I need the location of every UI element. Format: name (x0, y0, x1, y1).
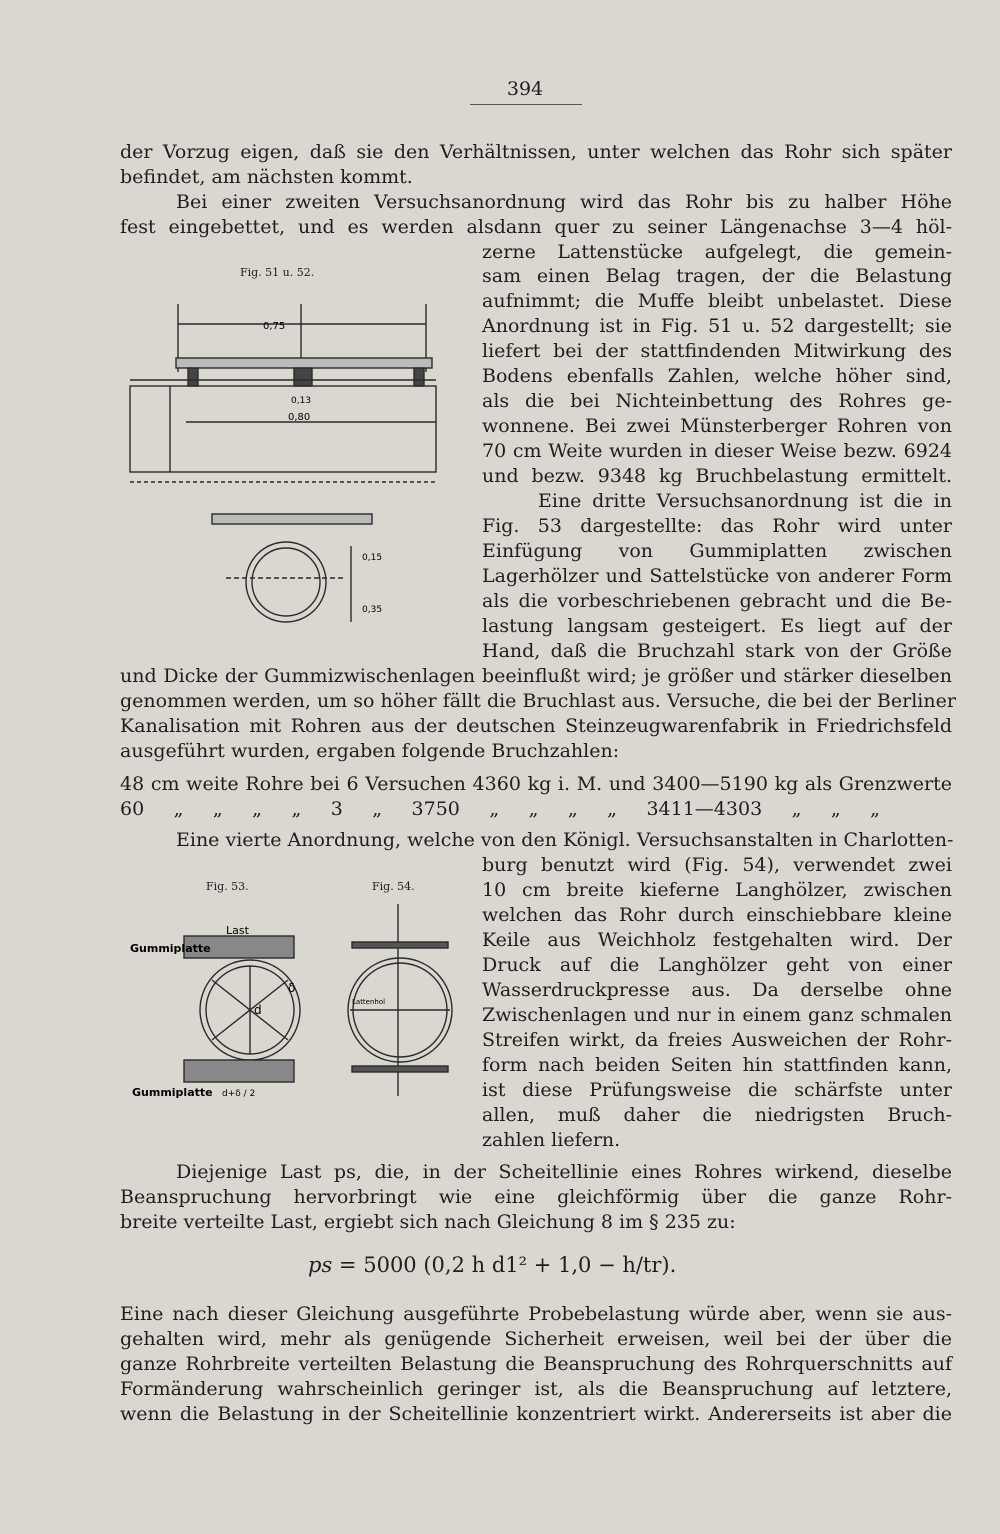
formula-terms: (0,2 h d1² + 1,0 − h/tr). (423, 1253, 677, 1277)
formula-const: 5000 (363, 1253, 417, 1277)
text-line: 48 cm weite Rohre bei 6 Versuchen 4360 kg i. M. und 3400—5190 kg als Grenzwerte (120, 773, 952, 795)
text-line: Wasserdruckpresse aus. Da derselbe ohne (482, 979, 952, 1001)
fig54-inner-label: Lattenhol (352, 998, 386, 1006)
text-line: allen, muß daher die niedrigsten Bruch- (482, 1104, 952, 1126)
fig53-bottom-dim-label: d+δ / 2 (222, 1089, 256, 1099)
fig54-caption: Fig. 54. (372, 880, 415, 893)
text-line: form nach beiden Seiten hin stattfinden kann, (482, 1054, 952, 1076)
text-line: breite verteilte Last, ergiebt sich nach Gleichung 8 im § 235 zu: (120, 1211, 736, 1233)
text-line: Druck auf die Langhölzer geht von einer (482, 954, 952, 976)
text-line: Bodens ebenfalls Zahlen, welche höher sind, (482, 365, 952, 387)
text-line: Beanspruchung hervorbringt wie eine gleichförmig über die ganze Rohr- (120, 1186, 952, 1208)
text-line: befindet, am nächsten kommt. (120, 166, 413, 188)
text-line: Keile aus Weichholz festgehalten wird. Der (482, 929, 952, 951)
formula (308, 1253, 676, 1277)
text-line: Formänderung wahrscheinlich geringer ist, als die Beanspruchung auf letztere, (120, 1378, 952, 1400)
text-line: und bezw. 9348 kg Bruchbelastung ermittelt. (482, 465, 952, 487)
page-number: 394 (506, 78, 544, 100)
text-line: und Dicke der Gummizwischenlagen beeinflußt wird; je größer und stärker dieselben (120, 665, 952, 687)
text-line: ist diese Prüfungsweise die schärfste unter (482, 1079, 952, 1101)
fig51-dim-2: 0,13 (291, 396, 312, 406)
text-line: Zwischenlagen und nur in einem ganz schmalen (482, 1004, 952, 1026)
fig51-52-caption: Fig. 51 u. 52. (240, 266, 315, 279)
text-line: liefert bei der stattfindenden Mitwirkung des (482, 340, 952, 362)
text-line: welchen das Rohr durch einschiebbare kleine (482, 904, 952, 926)
text-line: Eine nach dieser Gleichung ausgeführte Probebelastung würde aber, wenn sie aus- (120, 1303, 952, 1325)
text-line: 60 „ „ „ „ 3 „ 3750 „ „ „ „ 3411—4303 „ „ „ (120, 798, 880, 820)
text-line: als die vorbeschriebenen gebracht und die Be- (482, 590, 952, 612)
text-line: Lagerhölzer und Sattelstücke von anderer Form (482, 565, 952, 587)
formula-lhs: ps (308, 1253, 333, 1277)
text-line: wonnene. Bei zwei Münsterberger Rohren von (482, 415, 952, 437)
fig52-dim-5: 0,35 (362, 605, 383, 615)
fig51-52-drawing (126, 282, 452, 654)
text-line: Eine vierte Anordnung, welche von den Königl. Versuchsanstalten in Charlotten- (176, 829, 954, 851)
text-line: genommen werden, um so höher fällt die Bruchlast aus. Versuche, die bei der Berliner (120, 690, 956, 712)
text-line: ausgeführt wurden, ergaben folgende Bruchzahlen: (120, 740, 620, 762)
fig54-drawing (330, 900, 470, 1100)
fig53-gummi-top-label: Gummiplatte (130, 942, 211, 955)
page-number-rule (470, 104, 582, 105)
text-line: Einfügung von Gummiplatten zwischen (482, 540, 952, 562)
text-line: gehalten wird, mehr als genügende Sicherheit erweisen, weil bei der über die (120, 1328, 952, 1350)
text-line: burg benutzt wird (Fig. 54), verwendet zwei (482, 854, 952, 876)
text-line: fest eingebettet, und es werden alsdann quer zu seiner Längenachse 3—4 höl- (120, 216, 952, 238)
text-line: Diejenige Last ps, die, in der Scheitellinie eines Rohres wirkend, dieselbe (176, 1161, 952, 1183)
text-line: Hand, daß die Bruchzahl stark von der Größe (482, 640, 952, 662)
fig53-drawing (130, 910, 330, 1110)
fig51-dim-3: 0,80 (288, 412, 311, 423)
text-line: wenn die Belastung in der Scheitellinie konzentriert wirkt. Andererseits ist aber die (120, 1403, 952, 1425)
text-line: zerne Lattenstücke aufgelegt, die gemein- (482, 241, 952, 263)
text-line: Anordnung ist in Fig. 51 u. 52 dargestellt; sie (482, 315, 952, 337)
text-line: Kanalisation mit Rohren aus der deutschen Steinzeugwarenfabrik in Friedrichsfeld (120, 715, 952, 737)
text-line: aufnimmt; die Muffe bleibt unbelastet. Diese (482, 290, 952, 312)
text-line: Eine dritte Versuchsanordnung ist die in (538, 490, 952, 512)
text-line: sam einen Belag tragen, der die Belastung (482, 265, 952, 287)
text-line: 70 cm Weite wurden in dieser Weise bezw. 6924 (482, 440, 952, 462)
text-line: der Vorzug eigen, daß sie den Verhältnissen, unter welchen das Rohr sich später (120, 141, 952, 163)
text-line: Streifen wirkt, da freies Ausweichen der Rohr- (482, 1029, 952, 1051)
fig53-caption: Fig. 53. (206, 880, 249, 893)
fig52-dim-4: 0,15 (362, 553, 383, 563)
text-line: Bei einer zweiten Versuchsanordnung wird das Rohr bis zu halber Höhe (176, 191, 952, 213)
fig53-last-label: Last (226, 924, 249, 937)
text-line: Fig. 53 dargestellte: das Rohr wird unter (482, 515, 952, 537)
formula-equals: = (338, 1253, 357, 1277)
fig53-d-label: d (254, 1003, 262, 1017)
text-line: zahlen liefern. (482, 1129, 621, 1151)
text-line: ganze Rohrbreite verteilten Belastung die Beanspruchung des Rohrquerschnitts auf (120, 1353, 952, 1375)
text-line: 10 cm breite kieferne Langhölzer, zwischen (482, 879, 952, 901)
fig51-dim-1: 0,75 (263, 321, 286, 332)
fig53-delta-label: δ (288, 981, 296, 995)
text-line: als die bei Nichteinbettung des Rohres ge- (482, 390, 952, 412)
fig53-gummi-bottom-label: Gummiplatte (132, 1086, 213, 1099)
text-line: lastung langsam gesteigert. Es liegt auf der (482, 615, 952, 637)
